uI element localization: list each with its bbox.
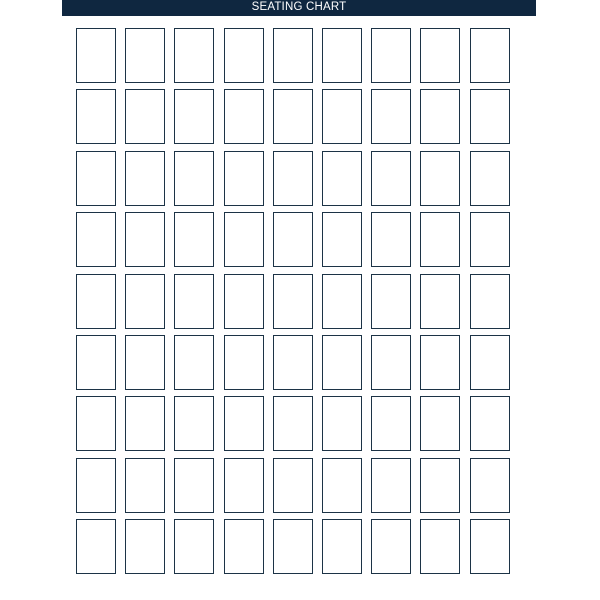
seat-box [273, 458, 313, 513]
page-title: SEATING CHART [251, 1, 347, 13]
seat-box [322, 212, 362, 267]
seat-box [322, 519, 362, 574]
seat-box [273, 151, 313, 206]
seat-box [470, 89, 510, 144]
seat-box [371, 335, 411, 390]
seat-box [470, 212, 510, 267]
seat-box [322, 151, 362, 206]
seat-box [420, 28, 460, 83]
seat-box [470, 274, 510, 329]
seat-box [470, 396, 510, 451]
seat-box [76, 396, 116, 451]
seat-box [76, 519, 116, 574]
seat-box [125, 28, 165, 83]
seat-box [420, 274, 460, 329]
seat-box [224, 458, 264, 513]
seat-box [224, 519, 264, 574]
seat-box [174, 396, 214, 451]
seat-box [470, 151, 510, 206]
seat-box [371, 458, 411, 513]
seat-box [76, 89, 116, 144]
seat-box [371, 212, 411, 267]
seat-box [224, 151, 264, 206]
seat-box [174, 274, 214, 329]
seat-box [224, 89, 264, 144]
seat-box [420, 335, 460, 390]
seat-box [371, 89, 411, 144]
seat-box [420, 396, 460, 451]
seat-box [420, 151, 460, 206]
seat-box [174, 335, 214, 390]
seat-box [174, 28, 214, 83]
seat-box [174, 89, 214, 144]
seat-box [420, 458, 460, 513]
seat-box [470, 519, 510, 574]
seat-box [322, 458, 362, 513]
seat-box [322, 274, 362, 329]
seat-box [322, 335, 362, 390]
seat-box [322, 396, 362, 451]
seat-box [371, 396, 411, 451]
seat-box [273, 274, 313, 329]
seat-box [470, 28, 510, 83]
seat-box [371, 274, 411, 329]
seat-box [371, 151, 411, 206]
seat-box [125, 519, 165, 574]
seat-box [273, 28, 313, 83]
seat-box [371, 28, 411, 83]
seat-box [420, 519, 460, 574]
seat-box [76, 335, 116, 390]
seat-box [125, 212, 165, 267]
seat-box [420, 212, 460, 267]
seat-box [76, 28, 116, 83]
seat-box [76, 274, 116, 329]
seat-box [224, 396, 264, 451]
seat-box [273, 519, 313, 574]
seat-box [125, 335, 165, 390]
seat-box [76, 458, 116, 513]
seat-box [76, 151, 116, 206]
seat-box [224, 212, 264, 267]
seat-box [371, 519, 411, 574]
seat-box [224, 335, 264, 390]
seat-box [273, 212, 313, 267]
seat-box [174, 519, 214, 574]
seat-box [273, 89, 313, 144]
seat-box [76, 212, 116, 267]
seat-box [273, 335, 313, 390]
seat-box [224, 28, 264, 83]
seat-box [273, 396, 313, 451]
seat-box [322, 28, 362, 83]
seat-box [470, 335, 510, 390]
seat-box [420, 89, 460, 144]
seat-box [125, 458, 165, 513]
seat-box [174, 151, 214, 206]
seat-box [224, 274, 264, 329]
seat-box [322, 89, 362, 144]
seat-box [125, 396, 165, 451]
seat-box [125, 151, 165, 206]
seat-box [125, 89, 165, 144]
seat-box [174, 458, 214, 513]
seat-box [470, 458, 510, 513]
seat-box [174, 212, 214, 267]
seat-box [125, 274, 165, 329]
